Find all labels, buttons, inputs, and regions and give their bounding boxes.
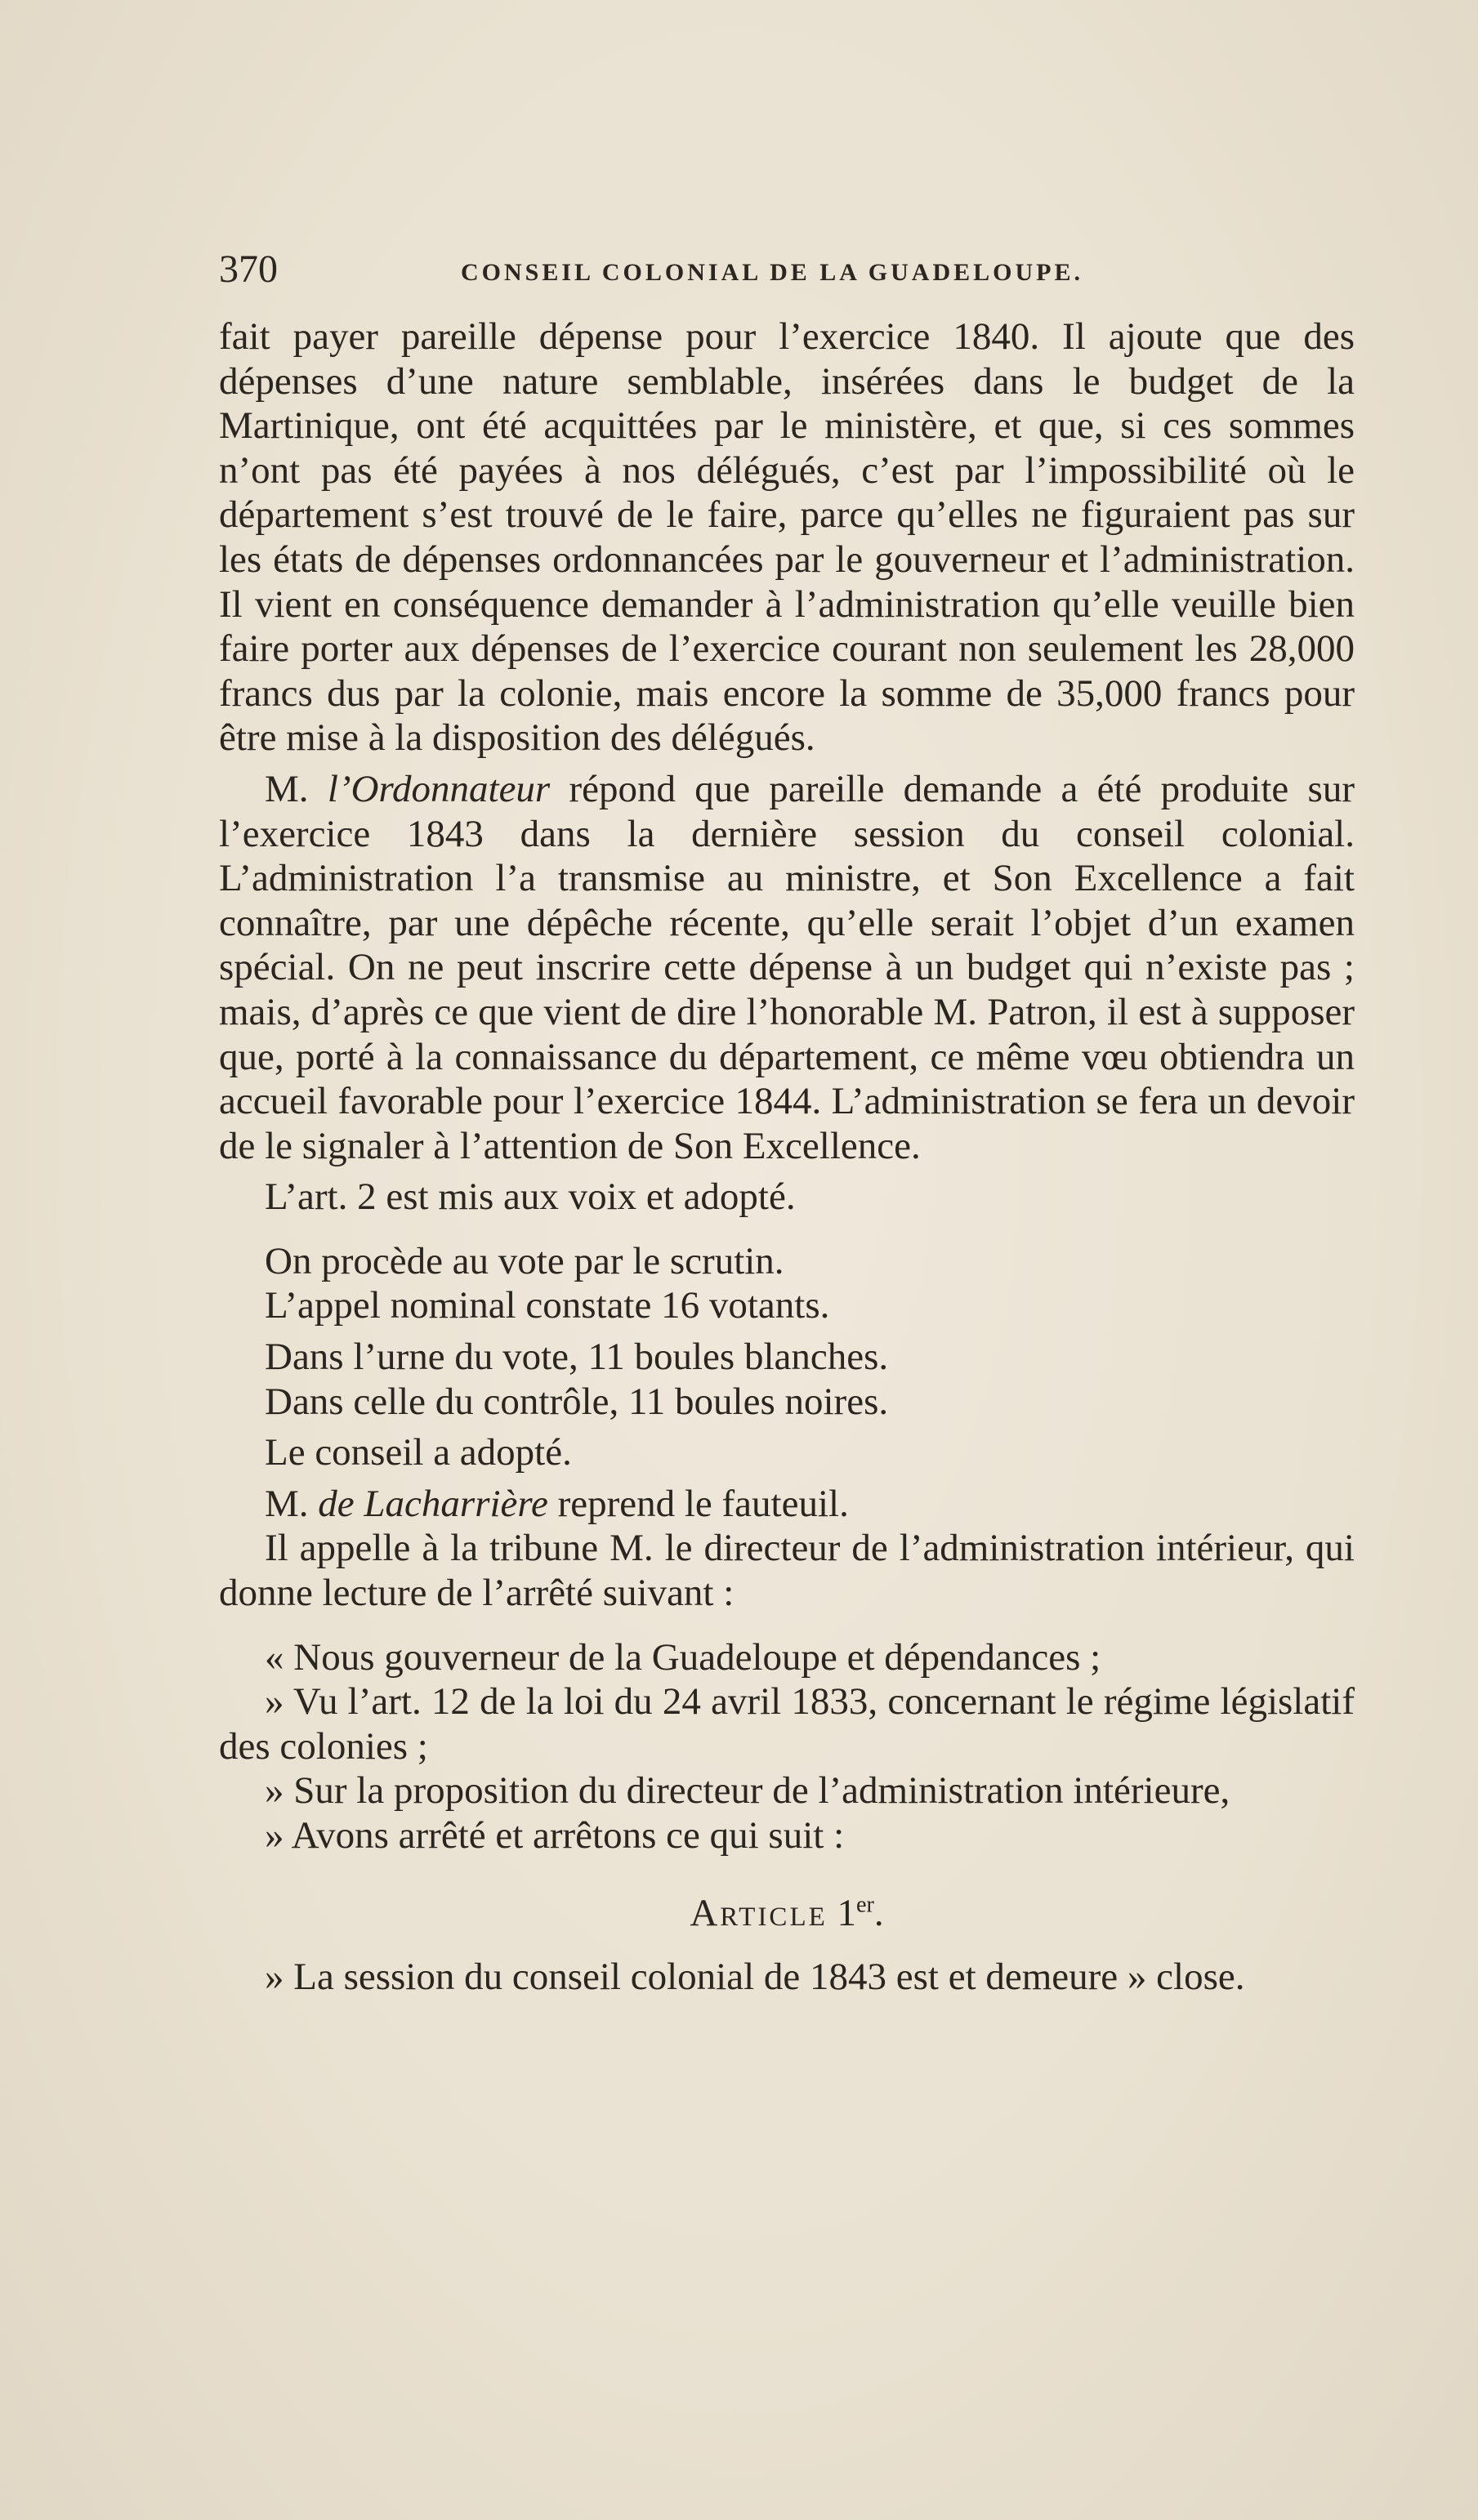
speaker-name: l’Ordonnateur: [327, 767, 551, 810]
paragraph-continuation: fait payer pareille dépense pour l’exercice 1840. Il ajoute que des dépenses d’une nature semblable, insérées dans le budget de la Martinique, ont été acquittées par le ministère, et que, si ces sommes n’ont pas été payées à nos délégués, c’est par l’impossibilité où le département s’est trouvé de le faire, parce qu’elles ne figuraient pas sur les états de dépenses ordonnancées par le gouverneur et l’administration. Il vient en conséquence demander à l’administration qu’elle veuille bien faire porter aux dépenses de l’exercice courant non seulement les 28,000 francs dus par la colonie, mais encore la somme de 35,000 francs pour être mise à la disposition des délégués.: [219, 315, 1355, 760]
speaker-prefix: M.: [265, 1482, 319, 1525]
decree-article-text: » La session du conseil colonial de 1843 est et demeure » close.: [265, 1956, 1245, 1999]
article-dot: .: [873, 1891, 884, 1934]
page-body: [219, 314, 1355, 2000]
decree-line-gouverneur: « Nous gouverneur de la Guadeloupe et dépendances ;: [265, 1635, 1101, 1679]
article-heading: [219, 1891, 1355, 1936]
paragraph-fauteuil: [219, 1482, 1355, 1527]
page-header: [219, 245, 1363, 310]
decree-line-proposition: » Sur la proposition du directeur de l’administration intérieure,: [265, 1769, 1230, 1813]
speaker-prefix: M.: [265, 767, 328, 810]
article-superscript: er: [856, 1891, 874, 1917]
paragraph-ordonnateur-reply: [219, 767, 1355, 1168]
paragraph-boules-blanches: Dans l’urne du vote, 11 boules blanches.: [265, 1336, 889, 1379]
paragraph-scrutin: On procède au vote par le scrutin.: [265, 1239, 784, 1282]
paragraph-votants: L’appel nominal constate 16 votants.: [265, 1284, 830, 1327]
article-word: Article: [690, 1891, 828, 1934]
paragraph-vote-article: L’art. 2 est mis aux voix et adopté.: [265, 1175, 796, 1219]
paragraph-tribune: Il appelle à la tribune M. le directeur de l’administration intérieur, qui donne lecture de l’arrêté suivant :: [219, 1527, 1355, 1615]
paragraph-text: reprend le fauteuil.: [547, 1482, 849, 1525]
decree-line-vu: » Vu l’art. 12 de la loi du 24 avril 1833, concernant le régime législatif des colonies ;: [219, 1680, 1355, 1768]
paragraph-adopte: Le conseil a adopté.: [265, 1431, 572, 1474]
decree-line-arrete: » Avons arrêté et arrêtons ce qui suit :: [265, 1814, 845, 1857]
speaker-name: de Lacharrière: [318, 1482, 548, 1525]
page-number: 370: [219, 248, 278, 291]
running-title: CONSEIL COLONIAL DE LA GUADELOUPE.: [461, 259, 1083, 286]
paragraph-text: répond que pareille demande a été produite sur l’exercice 1843 dans la dernière session du conseil colonial. L’administration l’a transmise au ministre, et Son Excellence a fait connaître, par une dépêche récente, qu’elle serait l’objet d’un examen spécial. On ne peut inscrire cette dépense à un budget qui n’existe pas ; mais, d’après ce que vient de dire l’honorable M. Patron, il est à supposer que, porté à la connaissance du département, ce même vœu obtiendra un accueil favorable pour l’exercice 1844. L’administration se fera un devoir de le signaler à l’attention de Son Excellence.: [219, 767, 1355, 1167]
article-number: 1: [837, 1891, 857, 1934]
paragraph-boules-noires: Dans celle du contrôle, 11 boules noires.: [265, 1380, 889, 1423]
